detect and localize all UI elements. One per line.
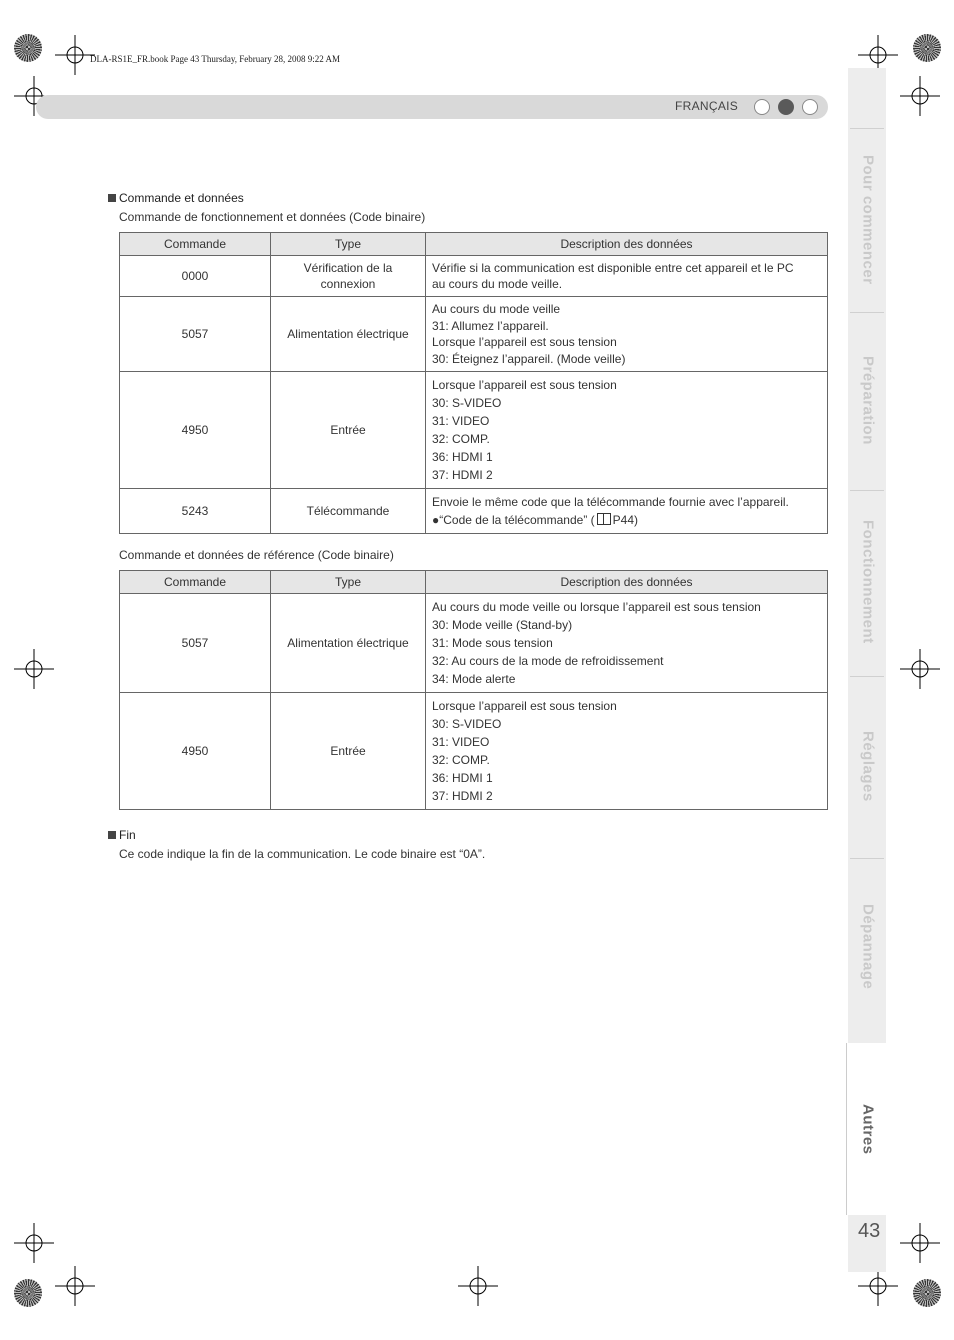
description-line: 34: Mode alerte bbox=[432, 672, 516, 686]
description-line: 32: COMP. bbox=[432, 753, 490, 767]
description-line: Au cours du mode veille ou lorsque l’appareil est sous tension bbox=[432, 600, 761, 614]
table-row bbox=[120, 693, 828, 810]
square-bullet-icon bbox=[108, 194, 116, 202]
tab-depannage[interactable] bbox=[848, 860, 888, 1034]
description-line: Lorsque l’appareil est sous tension bbox=[432, 335, 617, 349]
print-sunburst-mark bbox=[913, 34, 941, 62]
print-sunburst-mark bbox=[14, 1279, 42, 1307]
book-icon bbox=[597, 513, 611, 525]
command-cell: 4950 bbox=[120, 693, 271, 810]
square-bullet-icon bbox=[108, 831, 116, 839]
command-cell: 0000 bbox=[120, 256, 271, 297]
language-dot bbox=[754, 99, 770, 115]
tab-preparation[interactable] bbox=[848, 314, 888, 486]
description-line: 36: HDMI 1 bbox=[432, 450, 493, 464]
type-cell: Alimentation électrique bbox=[271, 297, 426, 372]
command-cell: 5057 bbox=[120, 297, 271, 372]
language-label: FRANÇAIS bbox=[675, 99, 739, 113]
tab-label: Dépannage bbox=[859, 904, 877, 990]
language-dot bbox=[802, 99, 818, 115]
description-line: 31: VIDEO bbox=[432, 414, 490, 428]
page-reference-link[interactable]: P44 bbox=[612, 513, 635, 527]
crosshair-mark bbox=[900, 649, 940, 689]
table-row bbox=[120, 297, 828, 372]
tab-divider bbox=[850, 676, 884, 677]
table-row bbox=[120, 256, 828, 297]
section-title: Fin bbox=[119, 828, 136, 842]
description-line: Vérifie si la communication est disponible entre cet appareil et le PC bbox=[432, 261, 794, 275]
reference-text: ) bbox=[634, 513, 639, 527]
description-cell bbox=[426, 594, 828, 693]
column-header: Description des données bbox=[426, 571, 828, 594]
tab-divider bbox=[850, 490, 884, 491]
description-line: 31: VIDEO bbox=[432, 735, 490, 749]
tab-label: Réglages bbox=[859, 730, 877, 802]
tab-pour-commencer[interactable] bbox=[848, 130, 888, 310]
page-number: 43 bbox=[858, 1220, 881, 1242]
crosshair-mark bbox=[14, 649, 54, 689]
tab-label: Fonctionnement bbox=[859, 520, 877, 644]
tab-divider bbox=[850, 858, 884, 859]
reference-line bbox=[432, 511, 821, 529]
tab-label: Préparation bbox=[859, 355, 877, 445]
print-sunburst-mark bbox=[14, 34, 42, 62]
table-row bbox=[120, 489, 828, 534]
column-header: Description des données bbox=[426, 233, 828, 256]
book-info: DLA-RS1E_FR.book Page 43 Thursday, February 28, 2008 9:22 AM bbox=[90, 54, 340, 64]
description-line: 30: Mode veille (Stand-by) bbox=[432, 618, 573, 632]
type-text: Vérification de la bbox=[303, 261, 393, 275]
type-cell: Télécommande bbox=[271, 489, 426, 534]
column-header: Type bbox=[271, 571, 426, 594]
description-line: Envoie le même code que la télécommande fournie avec l’appareil. bbox=[432, 495, 789, 509]
description-cell bbox=[426, 372, 828, 489]
crosshair-mark bbox=[900, 1223, 940, 1263]
description-line: 30: S-VIDEO bbox=[432, 717, 502, 731]
description-line: Lorsque l’appareil est sous tension bbox=[432, 378, 617, 392]
command-cell: 5057 bbox=[120, 594, 271, 693]
table-header-row bbox=[120, 571, 828, 594]
section-intro: Commande et données de référence (Code binaire) bbox=[119, 548, 394, 562]
crosshair-mark bbox=[900, 76, 940, 116]
tab-fonctionnement[interactable] bbox=[848, 492, 888, 672]
section-intro: Commande de fonctionnement et données (Code binaire) bbox=[119, 210, 426, 224]
section-text: Ce code indique la fin de la communication. Le code binaire est “0A”. bbox=[119, 847, 486, 861]
command-cell: 5243 bbox=[120, 489, 271, 534]
type-cell bbox=[271, 256, 426, 297]
table-header-row bbox=[120, 233, 828, 256]
description-line: 32: COMP. bbox=[432, 432, 490, 446]
description-line: 31: Mode sous tension bbox=[432, 636, 553, 650]
tab-divider bbox=[850, 312, 884, 313]
column-header: Commande bbox=[120, 571, 271, 594]
reference-table bbox=[119, 570, 828, 810]
column-header: Commande bbox=[120, 233, 271, 256]
type-cell: Entrée bbox=[271, 693, 426, 810]
command-table bbox=[119, 232, 828, 534]
description-cell bbox=[426, 256, 828, 297]
language-dot-active bbox=[778, 99, 794, 115]
description-line: 30: S-VIDEO bbox=[432, 396, 502, 410]
description-line: 37: HDMI 2 bbox=[432, 468, 493, 482]
type-text: connexion bbox=[320, 277, 376, 291]
description-line: 31: Allumez l’appareil. bbox=[432, 318, 549, 333]
crosshair-mark bbox=[55, 35, 95, 75]
type-cell: Alimentation électrique bbox=[271, 594, 426, 693]
table-row bbox=[120, 594, 828, 693]
tab-label: Pour commencer bbox=[859, 155, 877, 285]
crosshair-mark bbox=[55, 1266, 95, 1306]
description-cell bbox=[426, 693, 828, 810]
tab-reglages[interactable] bbox=[848, 678, 888, 854]
description-cell bbox=[426, 297, 828, 372]
tab-label: Autres bbox=[859, 1103, 877, 1155]
description-line: Lorsque l’appareil est sous tension bbox=[432, 699, 617, 713]
command-cell: 4950 bbox=[120, 372, 271, 489]
description-line: Au cours du mode veille bbox=[432, 302, 561, 316]
section-heading bbox=[108, 191, 244, 205]
crosshair-mark bbox=[458, 1266, 498, 1306]
section-title: Commande et données bbox=[119, 191, 244, 205]
print-sunburst-mark bbox=[913, 1279, 941, 1307]
reference-text: ●“Code de la télécommande” ( bbox=[432, 513, 595, 527]
description-line: au cours du mode veille. bbox=[432, 277, 563, 291]
description-line: 32: Au cours de la mode de refroidissement bbox=[432, 654, 664, 668]
tab-autres[interactable] bbox=[848, 1045, 888, 1213]
crosshair-mark bbox=[858, 1266, 898, 1306]
section-heading bbox=[108, 828, 136, 842]
crosshair-mark bbox=[14, 1223, 54, 1263]
description-line: 36: HDMI 1 bbox=[432, 771, 493, 785]
description-line: 37: HDMI 2 bbox=[432, 789, 493, 803]
column-header: Type bbox=[271, 233, 426, 256]
description-cell bbox=[426, 489, 828, 534]
tab-divider bbox=[850, 128, 884, 129]
table-row bbox=[120, 372, 828, 489]
description-line: 30: Éteignez l’appareil. (Mode veille) bbox=[432, 351, 626, 366]
type-cell: Entrée bbox=[271, 372, 426, 489]
